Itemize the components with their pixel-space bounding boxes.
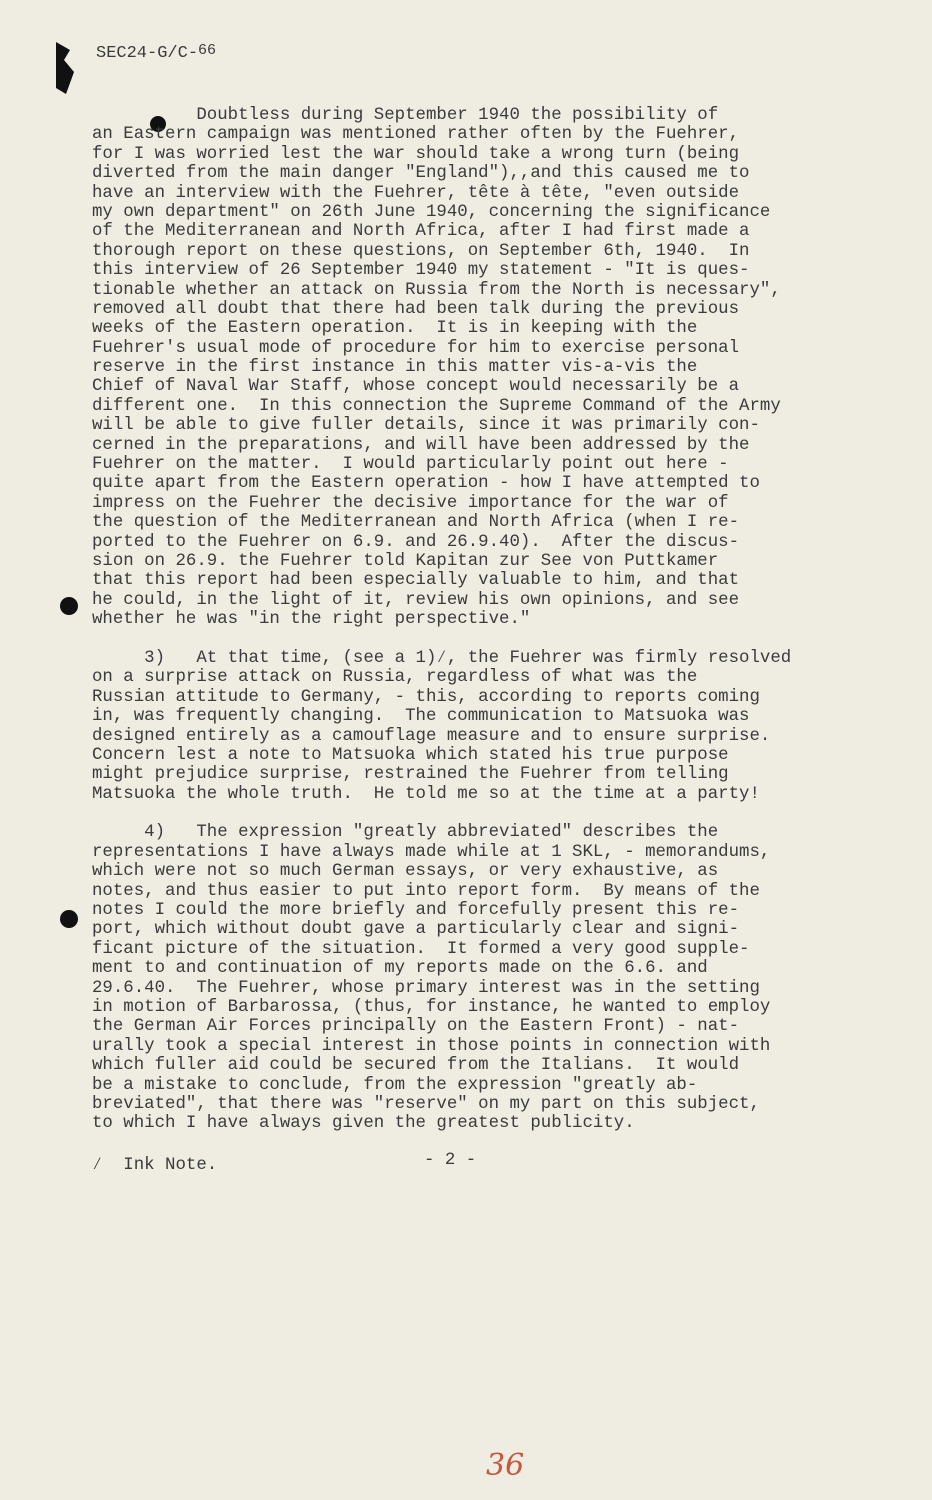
text-line: cerned in the preparations, and will have been addressed by the — [92, 435, 750, 455]
text-line: he could, in the light of it, review his own opinions, and see — [92, 590, 740, 610]
text-line: for I was worried lest the war should take a wrong turn (being — [92, 144, 740, 164]
text-line: 3) At that time, (see a 1)⁄, the Fuehrer was firmly resolved — [92, 648, 792, 668]
text-line: this interview of 26 September 1940 my statement - "It is ques- — [92, 261, 750, 281]
handwritten-page-number: 36 — [486, 1448, 525, 1483]
text-line: notes I could the more briefly and forcefully present this re- — [92, 901, 740, 921]
text-line: representations I have always made while at 1 SKL, - memorandums, — [92, 842, 771, 862]
text-line: breviated", that there was "reserve" on my part on this subject, — [92, 1094, 760, 1114]
text-line: Fuehrer on the matter. I would particularly point out here - — [92, 455, 729, 475]
text-line: might prejudice surprise, restrained the Fuehrer from telling — [92, 765, 729, 785]
text-line: the German Air Forces principally on the Eastern Front) - nat- — [92, 1017, 740, 1037]
text-line: notes, and thus easier to put into report form. By means of the — [92, 881, 760, 901]
footnote: ⁄ Ink Note. — [92, 1156, 218, 1175]
text-line: thorough report on these questions, on September 6th, 1940. In — [92, 241, 750, 261]
text-line: different one. In this connection the Supreme Command of the Army — [92, 396, 781, 416]
binder-tab-mark — [40, 38, 100, 98]
document-reference — [96, 44, 216, 63]
text-line: Doubtless during September 1940 the possibility of — [92, 106, 719, 125]
paragraph-4 — [92, 823, 882, 1133]
text-line: ment to and continuation of my reports made on the 6.6. and — [92, 959, 708, 979]
text-line: designed entirely as a camouflage measure and to ensure surprise. — [92, 726, 771, 746]
text-line: Matsuoka the whole truth. He told me so at the time at a party! — [92, 784, 760, 804]
text-line: Concern lest a note to Matsuoka which stated his true purpose — [92, 745, 729, 765]
text-line: an Eastern campaign was mentioned rather often by the Fuehrer, — [92, 125, 740, 145]
text-line: the question of the Mediterranean and North Africa (when I re- — [92, 513, 740, 533]
text-line: removed all doubt that there had been talk during the previous — [92, 299, 740, 319]
text-line: urally took a special interest in those points in connection with — [92, 1036, 771, 1056]
text-line: reserve in the first instance in this matter vis-a-vis the — [92, 358, 698, 378]
document-body — [92, 106, 882, 1134]
text-line: impress on the Fuehrer the decisive importance for the war of — [92, 493, 729, 513]
text-line: will be able to give fuller details, since it was primarily con- — [92, 416, 760, 436]
text-line: diverted from the main danger "England"),,and this caused me to — [92, 164, 750, 184]
text-line: weeks of the Eastern operation. It is in keeping with the — [92, 319, 698, 339]
text-line: of the Mediterranean and North Africa, after I had first made a — [92, 222, 750, 242]
paragraph-1 — [92, 106, 882, 630]
text-line: port, which without doubt gave a particularly clear and signi- — [92, 920, 740, 940]
text-line: Russian attitude to Germany, - this, according to reports coming — [92, 687, 760, 707]
text-line: be a mistake to conclude, from the expression "greatly ab- — [92, 1075, 698, 1095]
text-line: sion on 26.9. the Fuehrer told Kapitan zur See von Puttkamer — [92, 551, 719, 571]
text-line: that this report had been especially valuable to him, and that — [92, 571, 740, 591]
text-line: Fuehrer's usual mode of procedure for him to exercise personal — [92, 338, 740, 358]
punch-hole-middle — [60, 597, 78, 615]
text-line: have an interview with the Fuehrer, tête à tête, "even outside — [92, 183, 740, 203]
text-line: ficant picture of the situation. It formed a very good supple- — [92, 939, 750, 959]
text-line: in motion of Barbarossa, (thus, for instance, he wanted to employ — [92, 997, 771, 1017]
text-line: 4) The expression "greatly abbreviated" describes the — [92, 823, 719, 843]
text-line: on a surprise attack on Russia, regardless of what was the — [92, 668, 698, 688]
text-line: tionable whether an attack on Russia from the North is necessary", — [92, 280, 781, 300]
text-line: whether he was "in the right perspective." — [92, 610, 531, 630]
text-line: which fuller aid could be secured from the Italians. It would — [92, 1056, 740, 1076]
page-number: - 2 - — [424, 1151, 477, 1170]
text-line: ported to the Fuehrer on 6.9. and 26.9.40). After the discus- — [92, 532, 740, 552]
text-line: quite apart from the Eastern operation - how I have attempted to — [92, 474, 760, 494]
text-line: which were not so much German essays, or very exhaustive, as — [92, 862, 719, 882]
paragraph-3 — [92, 649, 882, 804]
text-line: 29.6.40. The Fuehrer, whose primary interest was in the setting — [92, 978, 760, 998]
text-line: to which I have always given the greatest publicity. — [92, 1114, 635, 1134]
reference-number: 66 — [198, 42, 217, 59]
text-line: my own department" on 26th June 1940, concerning the significance — [92, 202, 771, 222]
text-line: Chief of Naval War Staff, whose concept would necessarily be a — [92, 377, 740, 397]
punch-hole-bottom — [60, 910, 78, 928]
text-line: in, was frequently changing. The communication to Matsuoka was — [92, 707, 750, 727]
reference-code: SEC24-G/C- — [96, 44, 199, 63]
